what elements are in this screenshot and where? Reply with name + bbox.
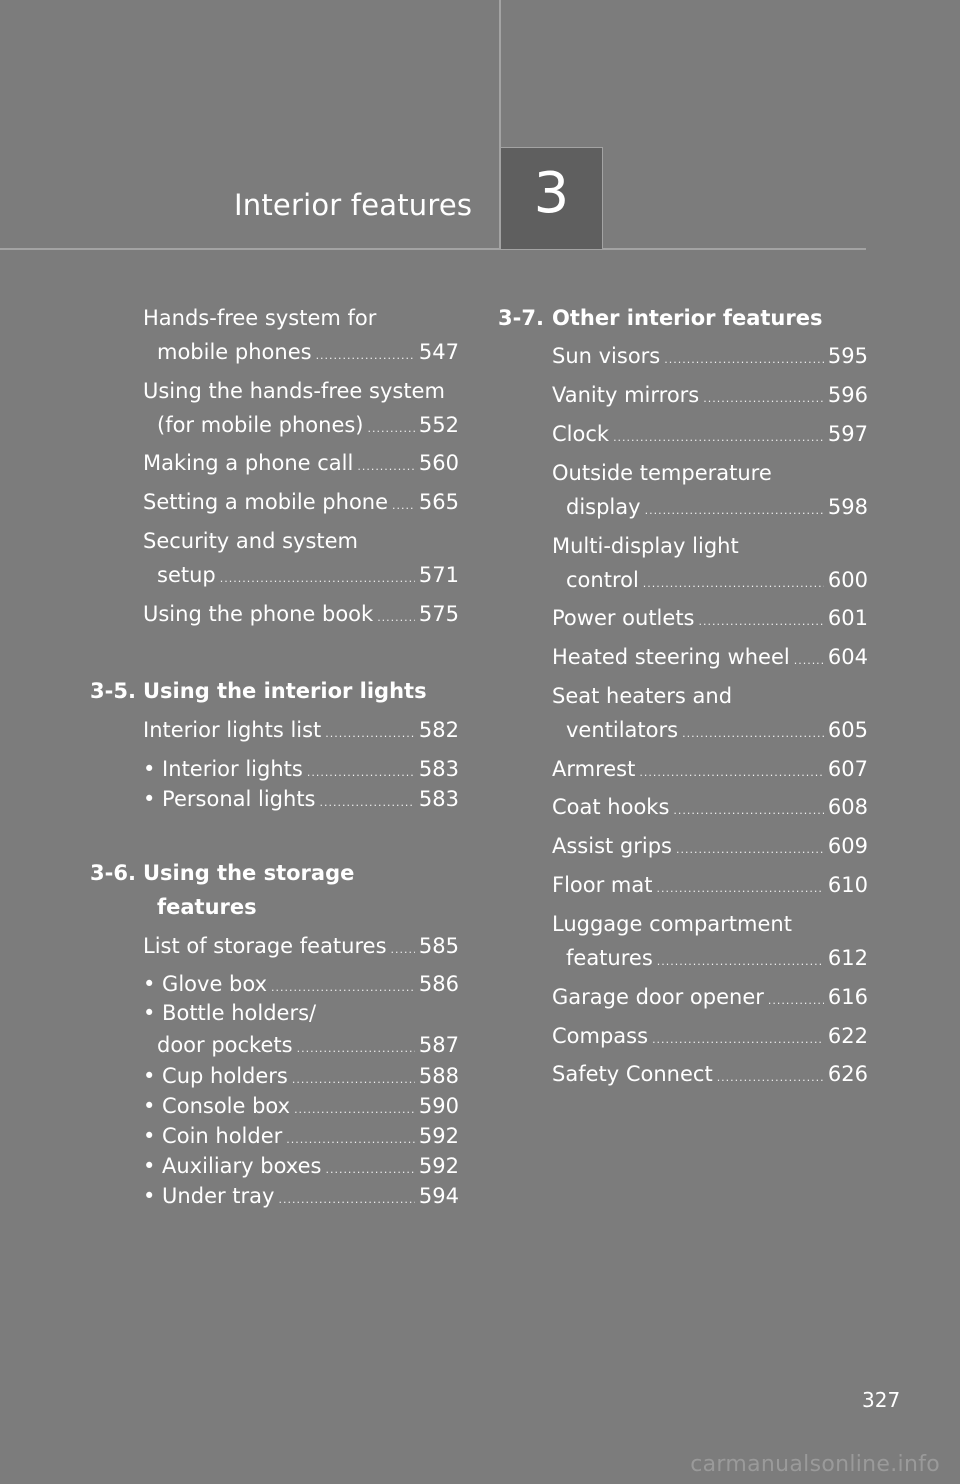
toc-entry-page: 596 <box>827 383 868 407</box>
toc-entry-page: 604 <box>827 645 868 669</box>
leader-dots <box>699 605 824 639</box>
toc-entry-page: 583 <box>418 787 459 811</box>
toc-entry[interactable] <box>552 752 868 790</box>
toc-entry-label: • Glove box <box>143 972 268 996</box>
section-title: Using the storage <box>143 861 355 885</box>
toc-entry-page: 592 <box>418 1124 459 1148</box>
toc-entry-page: 612 <box>827 946 868 970</box>
toc-entry-label: Floor mat <box>552 873 653 897</box>
page-number: 327 <box>862 1388 901 1412</box>
toc-entry-label: (for mobile phones) <box>157 413 364 437</box>
leader-dots <box>657 945 824 979</box>
toc-entry-page: 608 <box>827 795 868 819</box>
toc-entry-page: 590 <box>418 1094 459 1118</box>
toc-entry-label: mobile phones <box>157 340 312 364</box>
toc-entry-label: • Interior lights <box>143 757 303 781</box>
toc-entry-label-line1: Hands-free system for <box>143 306 377 330</box>
toc-entry-page: 583 <box>418 757 459 781</box>
leader-dots <box>643 567 824 601</box>
leader-dots <box>645 494 824 528</box>
toc-entry-label-line1: Luggage compartment <box>552 912 792 936</box>
toc-entry-page: 575 <box>418 602 459 626</box>
toc-entry-label: Sun visors <box>552 344 661 368</box>
leader-dots <box>316 339 415 373</box>
toc-entry[interactable] <box>143 713 459 751</box>
toc-entry-label: features <box>566 946 653 970</box>
toc-entry-label: • Personal lights <box>143 787 316 811</box>
leader-dots <box>652 1023 824 1057</box>
toc-entry[interactable] <box>552 868 868 906</box>
toc-entry-page: 600 <box>827 568 868 592</box>
toc-entry[interactable] <box>552 907 868 979</box>
leader-dots <box>357 450 415 484</box>
toc-entry-label: display <box>566 495 641 519</box>
section-number: 3-6. <box>90 861 136 885</box>
toc-entry-label: Compass <box>552 1024 649 1048</box>
toc-entry-label: control <box>566 568 639 592</box>
section-title: Using the interior lights <box>143 679 427 703</box>
leader-dots <box>768 984 824 1018</box>
toc-entry-label-line1: Security and system <box>143 529 359 553</box>
toc-entry-page: 609 <box>827 834 868 858</box>
toc-entry[interactable] <box>143 929 459 967</box>
toc-entry[interactable] <box>143 374 459 446</box>
toc-entry[interactable] <box>552 378 868 416</box>
toc-entry-page: 601 <box>827 606 868 630</box>
toc-entry-label: List of storage features <box>143 934 387 958</box>
toc-entry[interactable] <box>552 1019 868 1057</box>
toc-entry-label: Safety Connect <box>552 1062 713 1086</box>
section-title-line2: features <box>157 895 257 919</box>
toc-entry-page: 588 <box>418 1064 459 1088</box>
section-number: 3-7. <box>498 306 544 330</box>
toc-entry-label: Making a phone call <box>143 451 354 475</box>
toc-entry-page: 552 <box>418 413 459 437</box>
toc-entry-label-line1: Multi-display light <box>552 534 739 558</box>
toc-entry-page: 565 <box>418 490 459 514</box>
leader-dots <box>673 794 824 828</box>
chapter-number: 3 <box>533 161 570 226</box>
toc-entry-label: • Auxiliary boxes <box>143 1154 322 1178</box>
toc-entry-label: door pockets <box>157 1033 293 1057</box>
toc-entry-page: 605 <box>827 718 868 742</box>
toc-entry[interactable] <box>552 1057 868 1095</box>
toc-entry-label: • Coin holder <box>143 1124 283 1148</box>
leader-dots <box>639 756 824 790</box>
toc-entry-page: 571 <box>418 563 459 587</box>
toc-entry-label: Coat hooks <box>552 795 670 819</box>
leader-dots <box>664 343 824 377</box>
toc-entry-page: 560 <box>418 451 459 475</box>
leader-dots <box>717 1061 824 1095</box>
toc-entry-page: 594 <box>418 1184 459 1208</box>
toc-entry-label: ventilators <box>566 718 679 742</box>
header-horizontal-rule <box>0 248 866 250</box>
toc-entry[interactable] <box>143 997 459 1065</box>
toc-entry[interactable] <box>143 782 459 820</box>
leader-dots <box>325 717 415 751</box>
toc-entry-label: Heated steering wheel <box>552 645 790 669</box>
toc-entry[interactable] <box>143 301 459 373</box>
toc-entry-label-line1: Seat heaters and <box>552 684 733 708</box>
toc-entry[interactable] <box>143 1179 459 1217</box>
toc-entry[interactable] <box>552 339 868 377</box>
toc-entry[interactable] <box>552 829 868 867</box>
leader-dots <box>220 562 415 596</box>
toc-entry[interactable] <box>143 597 459 635</box>
toc-entry[interactable] <box>552 456 868 528</box>
chapter-title: Interior features <box>234 188 473 222</box>
toc-entry-label: • Console box <box>143 1094 291 1118</box>
toc-entry-label: setup <box>157 563 216 587</box>
toc-entry[interactable] <box>552 529 868 601</box>
toc-entry-label-line1: Using the hands-free system <box>143 379 445 403</box>
toc-entry[interactable] <box>143 524 459 596</box>
section-title: Other interior features <box>552 306 823 330</box>
toc-entry-label: • Under tray <box>143 1184 275 1208</box>
toc-entry[interactable] <box>552 417 868 455</box>
leader-dots <box>676 833 824 867</box>
toc-entry-label: • Cup holders <box>143 1064 288 1088</box>
toc-entry[interactable] <box>552 640 868 678</box>
toc-entry-page: 622 <box>827 1024 868 1048</box>
leader-dots <box>794 644 824 678</box>
toc-entry-label: Using the phone book <box>143 602 374 626</box>
toc-entry-page: 582 <box>418 718 459 742</box>
toc-entry-page: 592 <box>418 1154 459 1178</box>
leader-dots <box>703 382 824 416</box>
toc-entry-page: 610 <box>827 873 868 897</box>
leader-dots <box>392 489 415 523</box>
toc-entry-label: Power outlets <box>552 606 695 630</box>
leader-dots <box>682 717 824 751</box>
section-number: 3-5. <box>90 679 136 703</box>
leader-dots <box>613 421 824 455</box>
toc-entry-label: Clock <box>552 422 610 446</box>
leader-dots <box>656 872 823 906</box>
toc-entry-page: 586 <box>418 972 459 996</box>
toc-entry-label: Armrest <box>552 757 636 781</box>
leader-dots <box>391 933 415 967</box>
toc-entry-label: Vanity mirrors <box>552 383 700 407</box>
toc-entry[interactable] <box>552 679 868 751</box>
toc-entry-label-line1: • Bottle holders/ <box>143 1001 317 1025</box>
toc-entry[interactable] <box>552 790 868 828</box>
toc-entry-page: 598 <box>827 495 868 519</box>
toc-entry-page: 585 <box>418 934 459 958</box>
section-heading-3-6[interactable] <box>90 856 459 924</box>
toc-entry-label: Setting a mobile phone <box>143 490 389 514</box>
leader-dots <box>320 786 415 820</box>
leader-dots <box>278 1183 414 1217</box>
toc-entry-label: Assist grips <box>552 834 673 858</box>
toc-entry-label-line1: Outside temperature <box>552 461 772 485</box>
toc-entry[interactable] <box>552 980 868 1018</box>
toc-entry-page: 626 <box>827 1062 868 1086</box>
leader-dots <box>377 601 415 635</box>
chapter-number-tab <box>500 147 603 249</box>
toc-entry-label: Garage door opener <box>552 985 764 1009</box>
toc-entry-page: 607 <box>827 757 868 781</box>
toc-entry[interactable] <box>143 446 459 484</box>
toc-entry-page: 547 <box>418 340 459 364</box>
leader-dots <box>368 412 415 446</box>
toc-entry-page: 595 <box>827 344 868 368</box>
toc-entry-page: 587 <box>418 1033 459 1057</box>
watermark: carmanualsonline.info <box>690 1452 940 1477</box>
toc-entry[interactable] <box>552 601 868 639</box>
toc-entry-label: Interior lights list <box>143 718 322 742</box>
toc-entry[interactable] <box>143 485 459 523</box>
toc-entry-page: 616 <box>827 985 868 1009</box>
toc-entry-page: 597 <box>827 422 868 446</box>
